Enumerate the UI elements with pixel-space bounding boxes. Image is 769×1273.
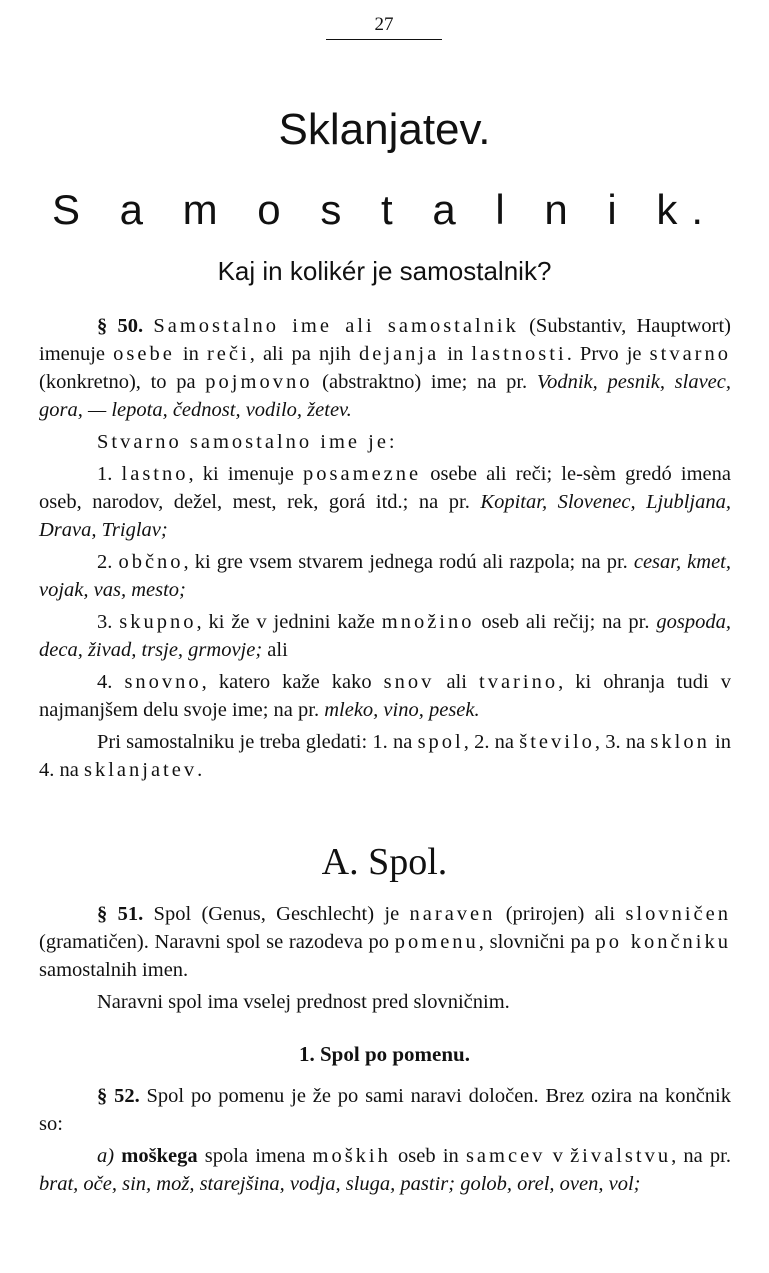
subsection-heading: 1. Spol po pomenu. — [299, 1042, 470, 1066]
text-run: in — [174, 343, 207, 365]
spaced-term: število — [519, 731, 595, 753]
spaced-term: po končniku — [595, 931, 732, 953]
example-words: brat, oče, sin, mož, starejšina, vodja, sluga, pastir; golob, orel, oven, vol; — [39, 1173, 641, 1195]
spaced-term: stvarno — [649, 343, 731, 365]
list-item-4 — [39, 668, 731, 724]
paragraph-pri — [39, 728, 731, 784]
spaced-term: naraven — [409, 903, 496, 925]
text-run: , ki že v jednini kaže — [196, 611, 382, 633]
example-words: gospoda, deca, živad, trsje, grmovje; — [39, 611, 731, 661]
section-number: § 50. — [97, 315, 144, 337]
text-run: spola imena — [197, 1145, 313, 1167]
text-run: ali — [434, 671, 479, 693]
text-run: (konkretno), to pa — [39, 371, 206, 393]
list-item-1 — [39, 460, 731, 544]
text-run: samostalnih imen. — [39, 959, 189, 981]
text-run: . Prvo je — [566, 343, 650, 365]
body-text-upper — [39, 312, 731, 784]
spaced-term: občno — [118, 551, 184, 573]
spaced-term: reči — [206, 343, 250, 365]
chapter-title: Sklanjatev. — [278, 105, 491, 154]
text-run: Spol po pomenu je že po sami naravi določen. Brez ozira na končnik so: — [39, 1085, 732, 1135]
example-words: Kopitar, Slovenec, Ljubljana, Drava, Triglav; — [39, 491, 731, 541]
text-run: (gramatičen). Naravni spol se razodeva po — [39, 931, 395, 953]
spaced-term: posamezne — [303, 463, 422, 485]
spaced-term: pomenu — [394, 931, 479, 953]
paragraph-stvarno — [39, 428, 731, 456]
spaced-term: moških — [312, 1145, 391, 1167]
section-heading-spol: A. Spol. — [321, 841, 448, 883]
spaced-term: dejanja — [358, 343, 440, 365]
text-run: (abstraktno) ime; na pr. — [312, 371, 537, 393]
list-item-a — [39, 1142, 731, 1198]
item-number: 2. — [97, 551, 119, 573]
paragraph-s50 — [39, 312, 731, 424]
text-run: in 4. na — [39, 731, 731, 781]
chapter-subtitle: S a m o s t a l n i k. — [51, 186, 718, 233]
text-run: Naravni spol ima vselej prednost pred slovničnim. — [97, 991, 510, 1013]
text-run: . — [197, 759, 203, 781]
spaced-term: snov — [383, 671, 435, 693]
spaced-term: snovno — [124, 671, 202, 693]
paragraph-s52 — [39, 1082, 731, 1138]
bold-term: moškega — [114, 1145, 198, 1167]
body-text-lower — [39, 1082, 731, 1198]
spaced-term: sklon — [650, 731, 710, 753]
list-item-2 — [39, 548, 731, 604]
spaced-term: spol — [417, 731, 464, 753]
text-run: , 2. na — [463, 731, 520, 753]
text-run: ali — [262, 639, 288, 661]
spaced-term: pojmovno — [205, 371, 313, 393]
spaced-term: sklanjatev — [83, 759, 198, 781]
spaced-term: Samostalno ime ali samostalnik — [153, 315, 519, 337]
text-run: , ki imenuje — [188, 463, 304, 485]
text-run: , ali pa njih — [249, 343, 359, 365]
section-question: Kaj in kolikér je samostalnik? — [217, 256, 552, 286]
spaced-term: tvarino — [479, 671, 559, 693]
spaced-term: lastno — [121, 463, 189, 485]
page-number: 27 — [326, 14, 442, 40]
spaced-term: osebe — [113, 343, 175, 365]
example-words: Vodnik, pesnik, slavec, gora, — lepota, čednost, vodilo, žetev. — [39, 371, 731, 421]
list-item-3 — [39, 608, 731, 664]
text-run: oseb in — [390, 1145, 466, 1167]
example-words: cesar, kmet, vojak, vas, mesto; — [39, 551, 731, 601]
text-run: , na pr. — [671, 1145, 731, 1167]
text-run: osebe ali reči; le-sèm gredó imena oseb, narodov, dežel, mest, rek, gorá itd.; na pr. — [39, 463, 731, 513]
text-run: Spol (Genus, Geschlecht) je — [143, 903, 410, 925]
text-run: in — [439, 343, 472, 365]
spaced-term: samcev — [465, 1145, 546, 1167]
spaced-term: Stvarno samostalno ime je: — [97, 431, 398, 453]
text-run: , ki gre vsem stvarem jednega rodú ali razpola; na pr. — [183, 551, 634, 573]
text-run: , ki ohranja tudi v najmanjšem delu svoje ime; na pr. — [39, 671, 731, 721]
text-run: oseb ali rečij; na pr. — [474, 611, 657, 633]
spaced-term: lastnosti — [471, 343, 567, 365]
text-run: (prirojen) ali — [495, 903, 626, 925]
section-number: § 52. — [97, 1085, 140, 1107]
item-number: 4. — [97, 671, 125, 693]
item-number: 3. — [97, 611, 120, 633]
spaced-term: skupno — [119, 611, 197, 633]
text-run: , slovnični pa — [478, 931, 596, 953]
item-number: 1. — [97, 463, 122, 485]
example-words: mleko, vino, pesek. — [324, 699, 480, 721]
text-run: (Substantiv, Hauptwort) imenuje — [39, 315, 732, 365]
spaced-term: živalstvu — [570, 1145, 672, 1167]
body-text-spol — [39, 900, 731, 1016]
section-number: § 51. — [97, 903, 144, 925]
paragraph-naravni — [39, 988, 731, 1016]
spaced-term: množino — [381, 611, 475, 633]
text-run: v — [545, 1145, 571, 1167]
text-run: , katero kaže kako — [201, 671, 384, 693]
text-run: Pri samostalniku je treba gledati: 1. na — [97, 731, 418, 753]
spaced-term: slovničen — [625, 903, 732, 925]
paragraph-s51 — [39, 900, 731, 984]
text-run: , 3. na — [594, 731, 651, 753]
item-letter: a) — [97, 1145, 115, 1167]
